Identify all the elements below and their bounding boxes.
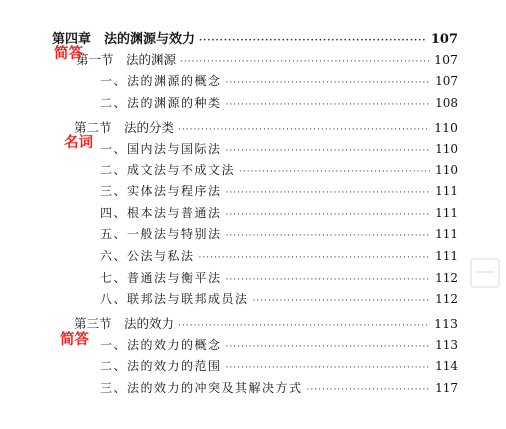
- leader-dots: [226, 231, 430, 241]
- annotation-term: 名词: [64, 135, 93, 151]
- page-number: 107: [434, 52, 458, 67]
- leader-dots: [226, 275, 430, 285]
- item-title: 五、一般法与特别法: [100, 227, 222, 241]
- leader-dots: [226, 188, 430, 198]
- page-number: 110: [434, 120, 458, 135]
- leader-dots: [226, 210, 430, 220]
- chapter-title: 第四章 法的渊源与效力: [52, 32, 196, 47]
- toc-item-entry: [100, 72, 458, 92]
- leader-dots: [199, 253, 430, 263]
- leader-dots: [180, 57, 430, 67]
- toc-item-entry: [100, 94, 458, 114]
- item-title: 四、根本法与普通法: [100, 206, 222, 220]
- item-title: 七、普通法与衡平法: [100, 271, 222, 285]
- item-title: 一、国内法与国际法: [100, 142, 222, 156]
- toc-item-entry: [100, 336, 458, 356]
- page-number: 110: [435, 163, 458, 177]
- section-title: 第三节 法的效力: [74, 316, 175, 331]
- item-title: 六、公法与私法: [100, 249, 195, 263]
- item-title: 二、法的效力的范围: [100, 359, 222, 373]
- page-number: 108: [435, 96, 458, 110]
- page-number: 111: [435, 184, 458, 198]
- leader-dots: [226, 100, 430, 110]
- page-number: 112: [435, 292, 458, 306]
- leader-dots: [226, 342, 430, 352]
- toc-item-entry: [100, 269, 458, 289]
- item-title: 一、法的效力的概念: [100, 338, 222, 352]
- leader-dots: [253, 296, 430, 306]
- leader-dots: [178, 321, 430, 331]
- toc-item-entry: [100, 247, 458, 267]
- toc-item-entry: [100, 161, 458, 181]
- section-title: 第一节 法的渊源: [76, 52, 177, 67]
- page-number: 114: [435, 359, 458, 373]
- annotation-short-answer: 简答: [54, 46, 83, 62]
- page-number: 113: [434, 316, 458, 331]
- item-title: 一、法的渊源的概念: [100, 74, 222, 88]
- toc-item-entry: [100, 182, 458, 202]
- page-number: 112: [435, 271, 458, 285]
- page-number: 113: [435, 338, 458, 352]
- toc-chapter-entry: [52, 28, 458, 48]
- toc-item-entry: [100, 225, 458, 245]
- toc-section-entry: [74, 314, 458, 334]
- toc-item-entry: [100, 357, 458, 377]
- leader-dots: [226, 363, 430, 373]
- leader-dots: [226, 78, 430, 88]
- toc-item-entry: [100, 379, 458, 399]
- page-number: 111: [435, 227, 458, 241]
- toc-item-entry: [100, 204, 458, 224]
- page-number: 111: [435, 206, 458, 220]
- leader-dots: [199, 36, 427, 46]
- toc-section-entry: [74, 118, 458, 138]
- page-number: 110: [435, 142, 458, 156]
- toc-item-entry: [100, 140, 458, 160]
- item-title: 二、法的渊源的种类: [100, 96, 222, 110]
- watermark-logo: [470, 258, 500, 288]
- item-title: 三、实体法与程序法: [100, 184, 222, 198]
- page-number: 117: [435, 381, 458, 395]
- page-number: 111: [435, 249, 458, 263]
- leader-dots: [178, 125, 430, 135]
- leader-dots: [239, 167, 430, 177]
- toc-item-entry: [100, 290, 458, 310]
- page-number: 107: [430, 32, 458, 47]
- item-title: 二、成文法与不成文法: [100, 163, 236, 177]
- leader-dots: [307, 385, 430, 395]
- toc-section-entry: [76, 50, 458, 70]
- leader-dots: [226, 146, 430, 156]
- annotation-short-answer: 简答: [60, 332, 89, 348]
- page-number: 107: [435, 74, 458, 88]
- section-title: 第二节 法的分类: [74, 120, 175, 135]
- item-title: 八、联邦法与联邦成员法: [100, 292, 249, 306]
- item-title: 三、法的效力的冲突及其解决方式: [100, 381, 303, 395]
